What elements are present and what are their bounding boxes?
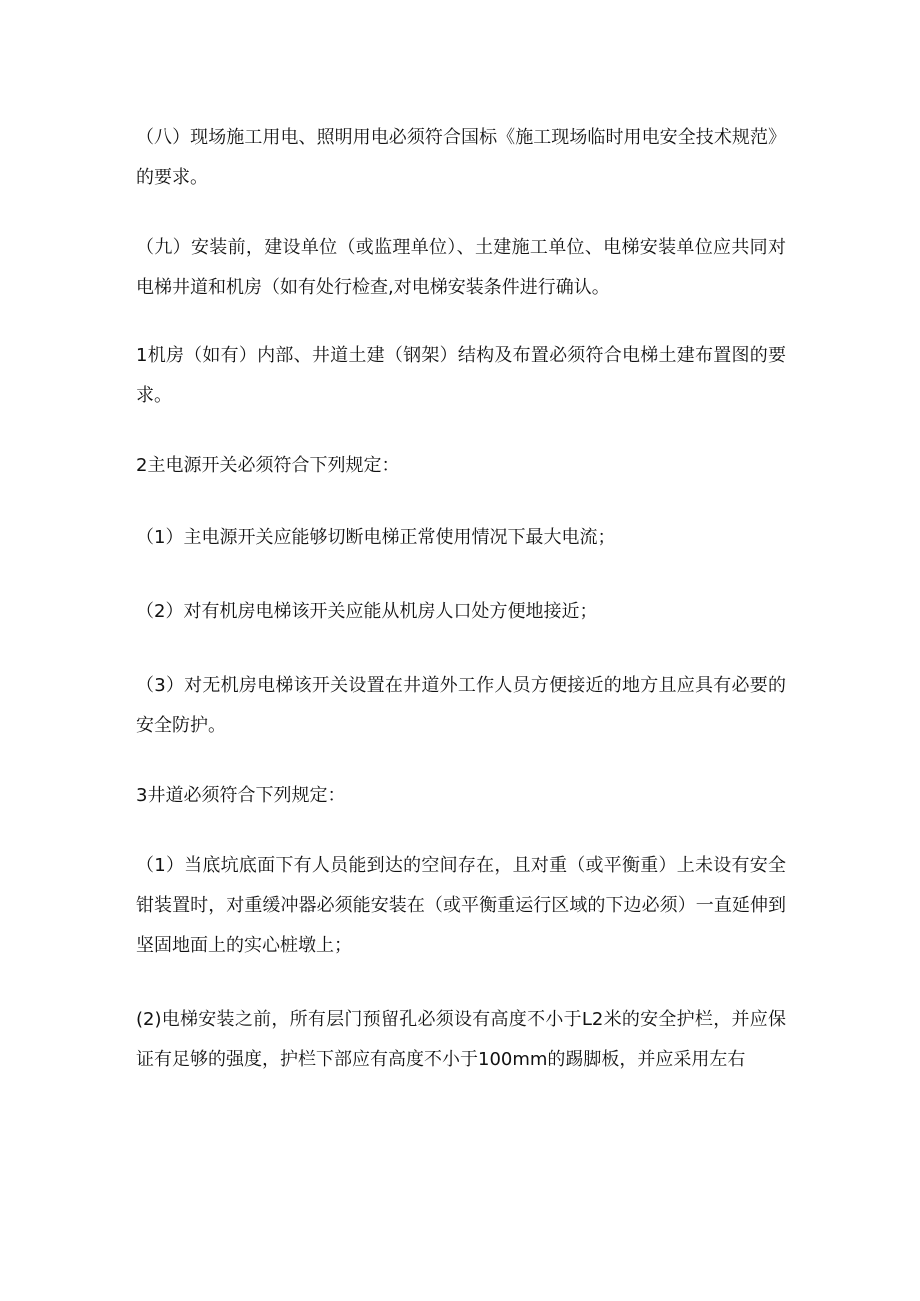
paragraph-9-pre-installation-check: （九）安装前，建设单位（或监理单位）、土建施工单位、电梯安装单位应共同对电梯井道和机房（如有处行检查,对电梯安装条件进行确认。: [136, 237, 786, 298]
paragraph-2-main-power-switch: 2主电源开关必须符合下列规定：: [136, 455, 400, 476]
list-item-pit-buffer: （1）当底坑底面下有人员能到达的空间存在，且对重（或平衡重）上未设有安全钳装置时，对重缓冲器必须能安装在（或平衡重运行区域的下边必须）一直延伸到坚固地面上的实心桩墩上；: [136, 855, 786, 956]
paragraph-1-machine-room: 1机房（如有）内部、井道土建（钢架）结构及布置必须符合电梯土建布置图的要求。: [136, 345, 786, 406]
document-body: [136, 118, 786, 1080]
paragraph-3-hoistway: 3井道必须符合下列规定：: [136, 785, 346, 806]
list-item-switch-no-machine-room: （3）对无机房电梯该开关设置在井道外工作人员方便接近的地方且应具有必要的安全防护。: [136, 675, 786, 736]
list-item-switch-cut-current: （1）主电源开关应能够切断电梯正常使用情况下最大电流；: [136, 527, 616, 548]
list-item-switch-machine-room-access: （2）对有机房电梯该开关应能从机房人口处方便地接近；: [136, 601, 598, 622]
paragraph-8-site-electricity: （八）现场施工用电、照明用电必须符合国标《施工现场临时用电安全技术规范》的要求。: [136, 127, 786, 188]
list-item-landing-guardrail: (2)电梯安装之前，所有层门预留孔必须设有高度不小于L2米的安全护栏，并应保证有足够的强度，护栏下部应有高度不小于100mm的踢脚板，并应采用左右: [136, 1009, 786, 1070]
